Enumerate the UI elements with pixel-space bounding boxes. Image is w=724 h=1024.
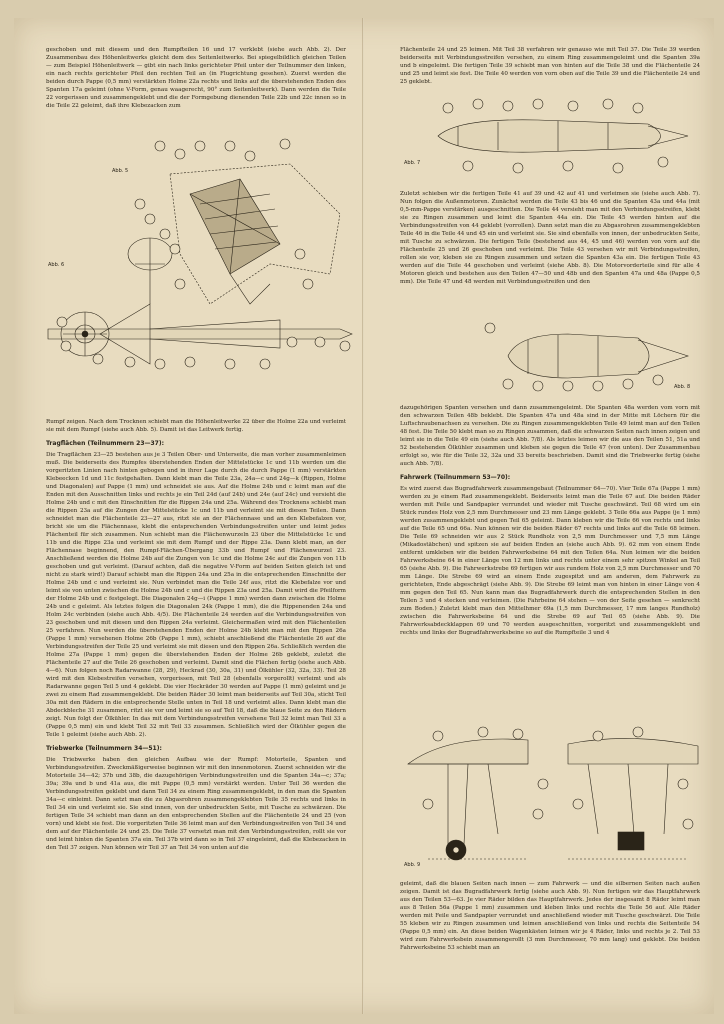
figure-label-abb5: Abb. 5 (112, 168, 129, 174)
figure-abb5-abb6 (40, 134, 355, 384)
heading-triebwerke: Triebwerke (Teilnummern 34—51): (46, 745, 162, 752)
right-paragraph-1: Flächenteile 24 und 25 leimen. Mit Teil 38 verfahren wir genauso wie mit Teil 37. Die Teile 39 werden beiderseits mit Verbindungsstreifen versehen, zu einem Ring zusammengeleimt und die Spanten 39a und b eingeleimt. Die fertigen Teile 39 schiebt man von hinten auf die Teile 38 und die Flächenteile 24 und 25 und leimt sie fest. Die Teile 40 werden von vorn oben auf die Teile 39 und die Flächenteile 24 und 25 geklebt. (400, 47, 700, 85)
figure-label-abb8: Abb. 8 (674, 384, 691, 390)
figure-abb7 (398, 96, 698, 176)
right-paragraph-4: Es wird zuerst das Bugradfahrwerk zusammengebaut (Teilnummer 64—70). Vier Teile 67a (Pappe 1 mm) werden zu je einem Rad zusammengeklebt. Beiderseits leimt man die Teile 67 auf. Die beiden Räder werden mit Feile und Sandpapier verrundet und wieder mit Tusche geschwärzt. Teil 68 wird um ein Stück rundes Holz von 2,5 mm Durchmesser und 23 mm Länge geklebt. 3 Teile 66a aus Pappe (je 1 mm) werden zusammengeklebt und gegen Teil 65 geleimt. Dann kleben wir die Teile 66 von rechts und links auf die Teile 65 und 66a. Nun können wir die beiden Räder 67 rechts und links auf die Teile 68 leimen. Die Teile 69 schneiden wir aus 2 Stück Rundholz von 2,5 mm Durchmesser und 7,5 mm Länge (Mikadostäbchen) und spitzen sie auf beiden Enden an (siehe auch Abb. 9). 62 mm von einem Ende entfernt umkleben wir die beiden Fahrwerksbeine 64 mit den Teilen 64a. Nun leimen wir die beiden Fahrwerksbeine 64 in einer Länge von 12 mm links und rechts unter einem sehr spitzen Winkel an Teil 65 (siehe Abb. 9). Die Fahrwerkstrebe 69 fertigen wir aus rundem Holz von 2,5 mm Durchmesser und 70 mm Länge. Die Strebe 69 wird an einem Ende zugespitzt und am anderen, dem Fahrwerk zu gerichteten, Ende abgeschrägt (siehe Abb. 9). Die Strebe 69 leimt man von hinten in einer Länge von 4 mm gegen den Teil 65. Nun kann man das Bugradfahrwerk durch die entsprechenden Stellen in den Teilen 3 und 4 stecken und verleimen. (Die Fahrbeine 64 stehen — von der Seite gesehen — senkrecht zum Boden.) Zuletzt klebt man den Mittelhmer 69a (1,5 mm Durchmesser, 17 mm langes Rundholz) zwischen die Fahrwerksbeine 64 und die Strebe 69 auf Teil 65 (siehe Abb. 9). Die Fahrwerksabdeckklappen 69 und 70 werden ausgeschnitten, vorgeritzt und zusammengeklebt und rechts und links der Bugradfahrwerksbeine so auf die Rumpfteile 3 und 4 (400, 486, 700, 636)
engine-drawing-abb7 (398, 96, 698, 176)
engine-drawing-abb8 (398, 318, 698, 394)
figure-abb9 (398, 724, 702, 874)
left-paragraph-4: Die Triebwerke haben den gleichen Aufbau wie der Rumpf: Motorteile, Spanten und Verbindungsstreifen. Zweckmäßigerweise beginnen wir mit den innenmotoren. Zuerst schneiden wir die Motorteile 34—42; 37b und 38b, die dazugehörigen Verbindungsstreifen und die Spanten 34a—c; 37a; 39a; 39a und b und 41a aus, die mit Pappe (0,5 mm) verstärkt werden. Unter Teil 36 werden die Verbindungsstreifen geklebt und dann Teil 34 zu einem Ring zusammengeklebt, in den man die Spanten 34a—c einleimt. Dann setzt man die zu Abgasrohren zusammengeklebten Teile 35 rechts und links in Teil 34 ein und verleimt sie. Sie sind innen, von der unbedruckten Seite, mit Tusche zu schwärzen. Die fertigen Teile 34 schiebt man dann an den entsprechenden Stellen auf die Flächenteile 24 und 25 (von vorn) und klebt sie fest. Die vorgeritzten Teile 36 leimt man auf den Verbindungsstreifen von Teil 34 und dem auf der Flächenteile 24 und 25. Die Teile 37 versetzt man mit den Verbindungsstreifen, rollt sie vor und leimt hinten die Spanten 37a ein. Teil 37b wird dann so in Teil 37 eingeleimt, daß die Klebezacken in den Teil 37 zeigen. Nun können wir Teil 37 an Teil 34 von unten auf die (46, 757, 346, 851)
right-text-mid (400, 190, 700, 290)
left-text-top (46, 46, 346, 114)
heading-tragflaechen: Tragflächen (Teilnummern 23—37): (46, 440, 164, 447)
right-text-lower (400, 404, 700, 641)
figure-label-abb9: Abb. 9 (404, 862, 421, 868)
figure-label-abb6: Abb. 6 (48, 262, 65, 268)
figure-abb8 (398, 318, 698, 394)
figure-label-abb7: Abb. 7 (404, 160, 421, 166)
landing-gear-drawing-abb9 (398, 724, 702, 874)
center-fold (362, 18, 364, 1014)
left-paragraph-2: Rumpf zeigen. Nach dem Trocknen schiebt man die Höhenleitwerke 22 über die Holme 22a und verleimt sie mit dem Rumpf (siehe auch Abb. 5). Damit ist das Leitwerk fertig. (46, 419, 346, 433)
right-paragraph-3: dazugehörigen Spanten versehen und dann zusammengeleimt. Die Spanten 48a werden vom vorn mit den schwarzen Teilen 48b beklebt. Die Spanten 47a und 48a sind in der Mitte mit Löchern für die Luftschraubenachsen zu versehen. Die zu Ringen zusammengeklebten Teile 49 leimt man auf den Teilen 48 fest. Die Teile 50 klebt man so zu Ringen zusammen, daß die schwarzen Seiten nach innen zeigen und leimt sie in die Teile 49 ein (siehe auch Abb. 7/8). Als letztes leimen wir die aus den Teilen 51, 51a und 52 bestehenden Ölkühler zusammen und kleben sie gegen die Teile 47 (von unten). Der Zusammenbau erfolgt so, wie für die Teile 32, 32a und 33 bereits beschrieben. Damit sind die Triebwerke fertig (siehe auch Abb. 7/8). (400, 405, 700, 467)
right-paragraph-5: geleimt, daß die blauen Seiten nach innen — zum Fahrwerk — und die silbernen Seiten nach außen zeigen. Damit ist das Bugradfahrwerk fertig (siehe auch Abb. 9). Nun fertigen wir das Hauptfahrwerk aus den Teilen 53—63. Je vier Räder bilden das Hauptfahrwerk. Jedes der insgesamt 8 Räder leimt man aus 8 Teilen 56a (Pappe 1 mm) zusammen und kleben links und rechts die Teile 56 auf. Alle Räder werden mit Feile und Sandpapier verrundet und anschließend wieder mit Tusche geschwärzt. Die Teile 55 kleben wir zu Ringen zusammen und leimen anschließend von links und rechts die Seitenteile 54 (Pappe 0,5 mm) ein. An diese beiden Wagenkästen leimen wir je 4 Räder, links und rechts je 2. Teil 53 wird zum Fahrwerksbein zusammengerollt (3 mm Durchmesser, 70 mm lang) und geklebt. Die beiden Fahrwerksbeine 53 schiebt man an (400, 881, 700, 951)
right-text-top (400, 46, 700, 90)
heading-fahrwerk: Fahrwerk (Teilnummern 53—70): (400, 474, 511, 481)
left-paragraph-3: Die Tragflächen 23—25 bestehen aus je 3 Teilen Ober- und Unterseite, die man vorher zusammenleimen muß. Die beiderseits des Rumpfes überstehenden Enden der Mittelstücke 1c und 11b werden um die vorgeritzten Linien nach hinten gebogen und in ihrer Lage durch die durch Pappe (1 mm) verstärkten Klebeecken 1d und 11c festgehalten. Dann klebt man die Teile 23a, 24a—c und 24g—k (Rippen, Holme und Diagonalen) auf Pappe (1 mm) und schneidet sie aus. Auf die Holme 24b und c leimt man auf die Enden mit den Ausschnitten links und rechts je ein Teil 24d (auf 24b) und 24e (auf 24c) und versieht die Holme 24b und c mit den Einschnitten für die Rippen 24a und 25a. Während des Trocknens schiebt man die Rippen 23a auf die Zungen der Mittelstücke 1c und 11b und verleimt sie mit diesen Teilen. Dann schneidet man die Flächenteile 23—27 aus, ritzt sie an der Flächennase und an den Klebefalzen vor, bricht sie um die Flächennase, klebt die entsprechenden Verbindungsstreifen unter und leimt jedes Flächenteil für sich zusammen. Nun schiebt man die Flächenwurzeln 23 über die Mittelstücke 1c und 11b und die Rippe 23a und verleimt sie mit dem Rumpf und der Rippe 23a. Dann klebt man, an der Flächennase beginnend, den Rumpf-Flächen-Übergang 33b und Rumpf und Flächenwurzel 23. Anschließend werden die Holme 24b auf die Zungen von 1c und die Holme 24c auf die Zungen von 11b geschoben und gut verleimt. (Darauf achten, daß die negative V-Form auf beiden Seiten gleich ist und nicht zu stark wird!) Darauf schiebt man die Rippen 24a und 25a in die entsprechenden Einschnitte der Holme 24b und c und verleimt sie. Nun verbindet man die Teile 24f aus, ritzt die Klebefalze vor und leimt sie von unten zwischen die Holme 24b und c und die Rippen 23a und 25a. Damit wird die Pfeilform der Holme 24b und c festgelegt. Die Diagonalen 24g—i (Pappe 1 mm) werden dann zwischen die Holme 24b und c geleimt. Als letztes folgen die Diagonalen 24k (Pappe 1 mm), die die Rippenenden 24a und Holm 24c verbinden (siehe auch Abb. 4/5). Die Flächenteile 24 werden auf die Verbindungsstreifen von 23 geschoben und mit diesen und den Rippen 24a verleimt. Gleichermaßen wird mit den Flächenteilen 25 verfahren. Nun werden die überstehenden Enden der Holme 24b klebt man mit den Rippen 26a (Pappe 1 mm) versehenen Holme 26b (Pappe 1 mm), schiebt anschließend die Flächenteile 26 auf die Verbindungsstreifen der Teile 25 und verleimt sie mit diesen und den Rippen 26a. Schließlich werden die Holme 27a (Pappe 1 mm) gegen die überstehenden Enden der Holme 26b geklebt, zuletzt die Flächenteile 27 auf die Teile 26 geschoben und verleimt. Damit sind die Flächen fertig (siehe auch Abb. 4—6). Nun folgen noch Radarwanne (28, 29), Heckrad (30, 30a, 31) und Ölkühler (32, 32a, 33). Teil 28 wird mit den Klebestreifen versehen, vorgerissen, mit Teil 28 (ebenfalls vorgerollt) verleimt und als Radarwanne gegen Teil 5 und 4 geklebt. Die vier Heckräder 30 werden auf Pappe (1 mm) geleimt und je zwei zu einem Rad zusammengeklebt. Die beiden Räder 30 leimt man beiderseits auf Teil 30a, sticht Teil 30a mit den Rädern in die entsprechende Stelle unten in Teil 18 und verleimt alles. Dann klebt man die Abdeckbleche 31 zusammen, ritzt sie vor und leimt sie so auf Teil 18, daß die blaue Seite zu den Rädern zeigt. Nun folgt der Ölkühler. In das mit dem Verbindungsstreifen versehene Teil 32 leimt man Teil 33 a (Pappe 0,5 mm) ein und klebt Teil 32 mit Teil 33 zusammen. Schließlich wird der Ölkühler gegen die Teile 1 geleimt (siehe auch Abb. 2). (46, 452, 346, 738)
left-paragraph-1: geschoben und mit diesem und den Rumpfteilen 16 und 17 verklebt (siehe auch Abb. 2). Der Zusammenbau des Höhenleitwerks gleicht dem des Seitenleitwerks. Bei spiegelbildlich gleichen Teilen — zum Beispiel Höhenleitwerk — gibt ein nach links gerichteter Pfeil unter der Teilnummer den linken, ein nach rechts gerichteter Pfeil den rechten Teil an (in Flugrichtung gesehen). Zuerst werden die beiden durch Pappe (0,5 mm) verstärkten Holme 22a rechts und links auf die überstehenden Enden des Spanten 17a geleimt (ohne V-Form, genau waagerecht, 90° zum Seitenleitwerk). Dann werden die Teile 22 vorgerissen und zusammengeklebt und die der Formgebung dienenden Teile 22b und 22c innen so in die Teile 22 geleimt, daß ihre Klebezacken zum (46, 47, 346, 109)
wing-assembly-drawing (40, 134, 355, 384)
left-text-body (46, 418, 346, 856)
right-paragraph-2: Zuletzt schieben wir die fertigen Teile 41 auf 39 und 42 auf 41 und verleimen sie (siehe auch Abb. 7). Nun folgen die Außenmotoren. Zunächst werden die Teile 43 bis 46 und die Spanten 43a und 44a (mit 0,5-mm-Pappe verstärken) ausgeschnitten. Die Teile 44 versieht man mit den Verbindungsstreifen, klebt sie zu Ringen zusammen und leimt die Spanten 44a ein. Die Teile 45 werden hinten auf die Verbindungsstreifen von 44 geklebt (vorrollen). Dann setzt man die zu Abgasrohren zusammengeklebten Teile 46 in die Teile 44 und 45 ein und verleimt sie. Sie sind ebenfalls von innen, der unbedruckten Seite, mit Tusche zu schwärzen. Die fertigen Teile (bestehend aus 44, 45 und 46) werden von vorn auf die Flächenteile 25 und 26 geschoben und verleimt. Die Teile 43 versehen wir mit Verbindungsstreifen, rollen sie vor, kleben sie zu Ringen zusammen und setzen die Spanten 43a ein. Die fertigen Teile 43 werden auf die Teile 44 geschoben und verleimt (siehe Abb. 8). Die Motorvorderteile sind für alle 4 Motoren gleich und bestehen aus den Teilen 47—50 und 48b und den Spanten 47a und 48a (Pappe 0,5 mm). Die Teile 47 und 48 werden mit Verbindungsstreifen und den (400, 191, 700, 285)
right-text-bottom (400, 880, 700, 956)
